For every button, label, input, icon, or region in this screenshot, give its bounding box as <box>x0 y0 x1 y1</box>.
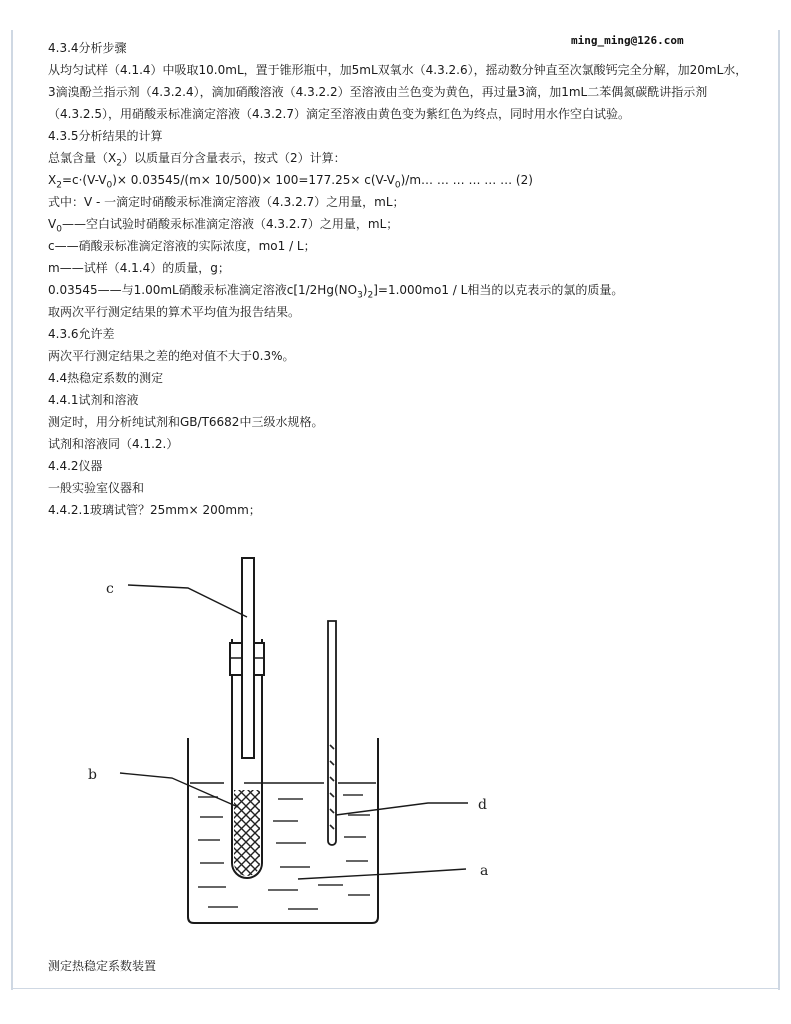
author-email: ming_ming@126.com <box>571 34 684 47</box>
label-b: b <box>88 767 97 783</box>
label-c: c <box>106 581 114 597</box>
definition-v: 式中：V - 一滴定时硝酸汞标准滴定溶液（4.3.2.7）之用量，mL； <box>48 195 405 209</box>
tolerance-text: 两次平行测定结果之差的绝对值不大于0.3%。 <box>48 349 295 363</box>
label-d: d <box>478 797 487 813</box>
leader-line-c <box>128 585 247 617</box>
thermometer-c <box>242 558 254 758</box>
definition-c: c——硝酸汞标准滴定溶液的实际浓度，mo1 / L； <box>48 239 316 253</box>
formula-x2: $X_2=c\cdot(V-V_0)\times 0.03545/(m\times 10/500)\times 100=177.25\times$ $c(V-V_0)/m\dots$ … … … … … (2) <box>48 173 533 191</box>
tube-spec: 4.4.2.1玻璃试管？25mm× 200mm； <box>48 503 261 517</box>
heading-result-calculation: 4.3.5分析结果的计算 <box>48 129 163 143</box>
content-frame-bottom-border <box>11 988 780 989</box>
analysis-steps-paragraph: 从均匀试样（4.1.4）中吸取10.0mL，置于锥形瓶中，加5mL双氧水（4.3.2.6），摇动数分钟直至次氯酸钙完全分解，加20mL水，3滴溴酚兰指示剂（4.3.2.4），滴加硝酸溶液（4.3.2.2）至溶液由兰色变为黄色，再过量3滴，加1mL二苯偶氮碳酰讲指示剂（4.3.2.5），用硝酸汞标准滴定溶液（4.3.2.7）滴定至溶液由黄色变为紫红色为终点，同时用水作空白试验。 <box>48 63 748 121</box>
calc-intro: 总氯含量$(X_2)$以质量百分含量表示，按式（2）计算： <box>48 151 346 169</box>
definition-constant: 0.03545——与1.00mL硝酸汞标准滴定溶液$c[1/2Hg(NO_3)_2]=1.000mo1 / L$相当的以克表示的氯的质量。 <box>48 283 624 301</box>
leader-line-b <box>120 773 238 807</box>
heading-thermal-stability: 4.4热稳定系数的测定 <box>48 371 164 385</box>
heading-reagents: 4.4.1试剂和溶液 <box>48 393 139 407</box>
label-a: a <box>480 863 489 879</box>
leader-line-a <box>298 869 466 879</box>
water-dashes <box>198 795 370 909</box>
tube-sample-crosshatch <box>234 790 260 880</box>
report-rule: 取两次平行测定结果的算术平均值为报告结果。 <box>48 305 301 319</box>
leader-line-d <box>336 803 468 815</box>
definition-v0: $V_0——$空白试验时硝酸汞标准滴定溶液（4.3.2.7）之用量，mL； <box>48 217 399 235</box>
reagents-text: 测定时，用分析纯试剂和GB/T6682中三级水规格。 <box>48 415 324 429</box>
heading-tolerance: 4.3.6允许差 <box>48 327 115 341</box>
thermal-stability-apparatus-figure <box>48 545 526 953</box>
content-frame-right-border <box>778 30 780 990</box>
heading-analysis-steps: 4.3.4分析步骤 <box>48 41 127 55</box>
definition-m: m——试样（4.1.4）的质量，g； <box>48 261 230 275</box>
figure-caption: 测定热稳定系数装置 <box>48 959 157 973</box>
heading-instruments: 4.4.2仪器 <box>48 459 103 473</box>
instruments-text: 一般实验室仪器和 <box>48 481 145 495</box>
document-body <box>48 37 748 521</box>
content-frame-left-border <box>11 30 13 990</box>
apparatus-diagram <box>48 545 526 953</box>
reagents-same-text: 试剂和溶液同（4.1.2.） <box>48 437 179 451</box>
